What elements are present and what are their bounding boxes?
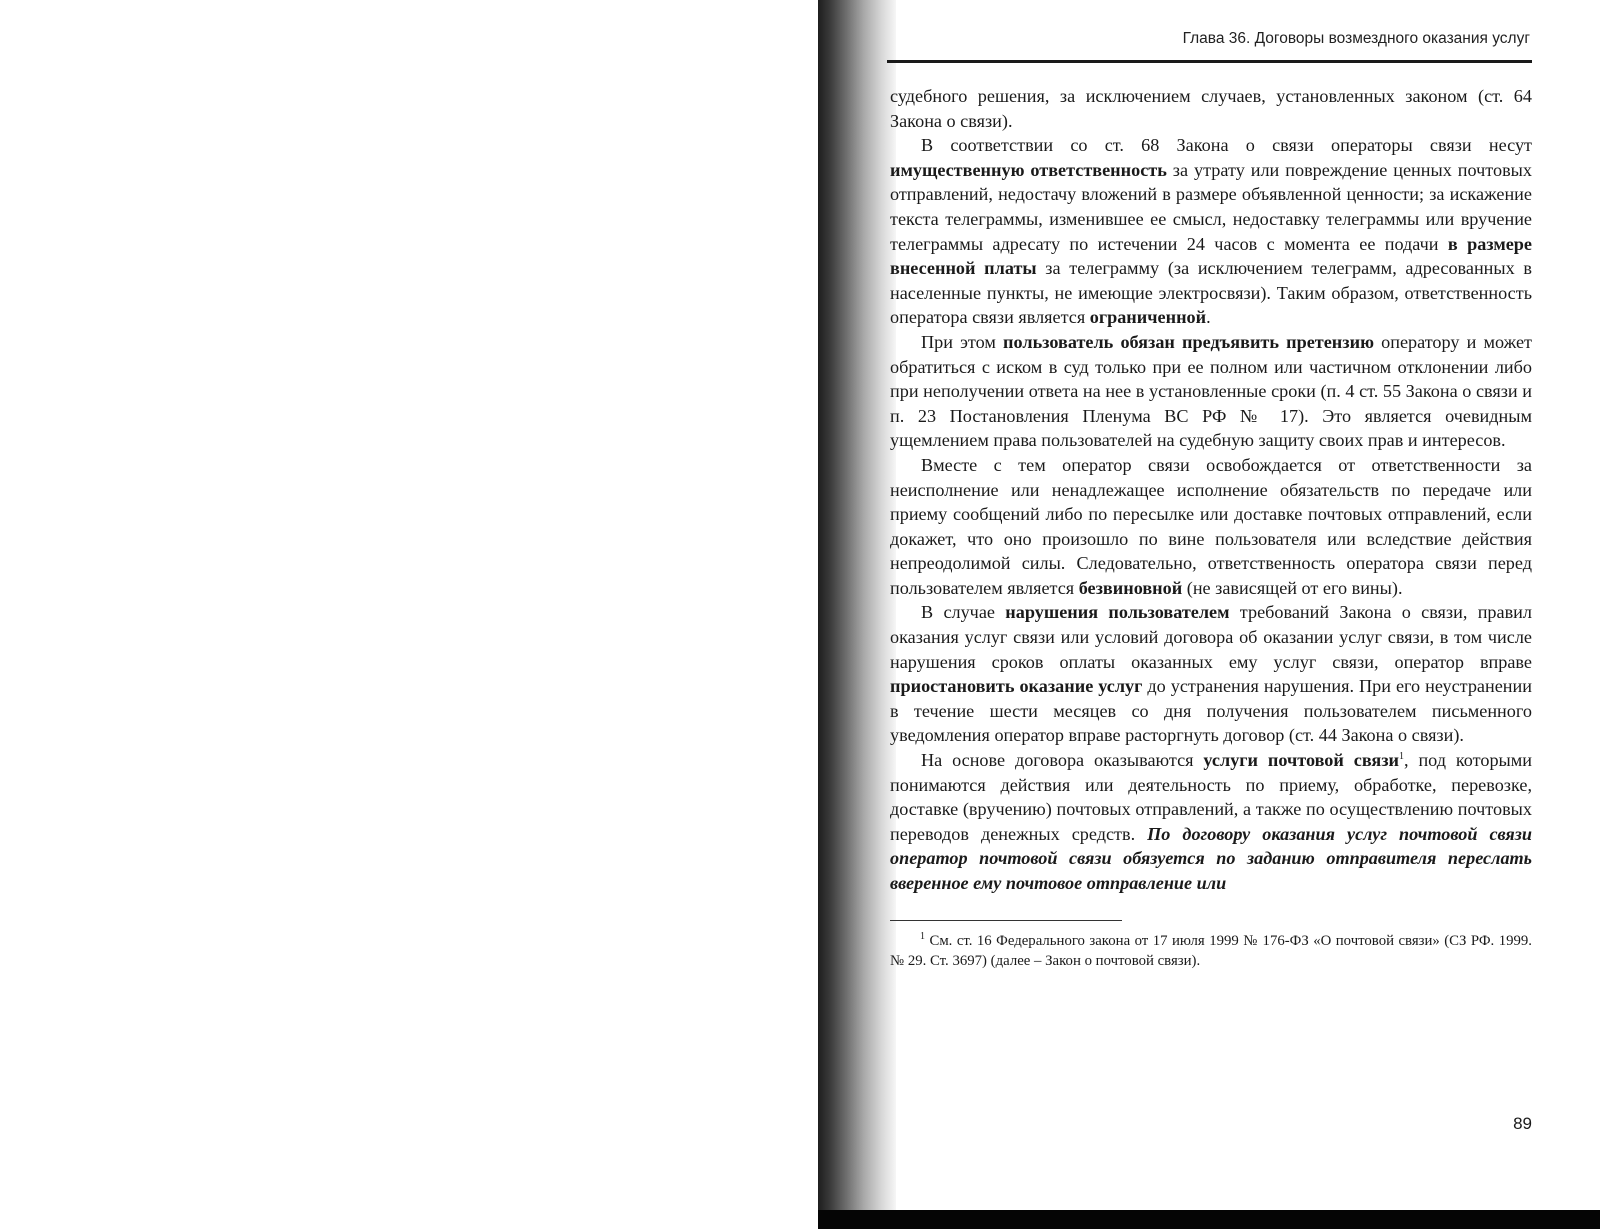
text-run: . bbox=[1206, 307, 1211, 328]
book-gutter-shadow bbox=[818, 0, 896, 1210]
footnote bbox=[890, 931, 1532, 971]
text-run: Вместе с тем оператор связи освобождается от ответственности за неисполнение или ненадлежащее исполнение обязательств по передаче или приему сообщений либо по пересылке или доставке почтовых отправлений, если докажет, что оно произошло по вине пользователя или вследствие действия непреодолимой силы. Следовательно, ответственность оператора связи перед пользователем является bbox=[890, 454, 1532, 598]
text-run: за утрату или повреждение ценных почтовых отправлений, недостачу вложений в размере объявленной ценности; за искажение текста телеграммы, изменившее ее смысл, недоставку телеграммы или вручение телеграммы адресату по истечении 24 часов с момента ее подачи bbox=[890, 159, 1532, 254]
text-run: (не зависящей от его вины). bbox=[1182, 577, 1403, 598]
text-run: до устранения нарушения. При его неустранении в течение шести месяцев со дня получения пользователем письменного уведомления оператор вправе расторгнуть договор (ст. 44 Закона о связи). bbox=[890, 676, 1532, 746]
text-run: судебного решения, за исключением случаев, установленных законом (ст. 64 Закона о связи). bbox=[890, 86, 1532, 131]
page-number: 89 bbox=[1513, 1114, 1532, 1133]
book-page bbox=[890, 28, 1533, 1133]
header-rule bbox=[887, 60, 1532, 63]
text-run: ограниченной bbox=[1089, 307, 1207, 328]
running-header: Глава 36. Договоры возмездного оказания услуг bbox=[1182, 30, 1530, 47]
text-run: за телеграмму (за исключением телеграмм, адресованных в населенные пункты, не имеющие электросвязи). Таким образом, ответственность оператора связи является bbox=[890, 258, 1532, 328]
paragraph bbox=[890, 84, 1532, 133]
text-run: безвиновной bbox=[1078, 577, 1183, 598]
footnote-rule bbox=[890, 920, 1122, 921]
text-run: При этом bbox=[921, 331, 1004, 352]
paragraph bbox=[890, 330, 1532, 453]
text-run: оператору и может обратиться с иском в суд только при ее полном или частичном отклонении либо при неполучении ответа на нее в установленные сроки (п. 4 ст. 55 Закона о связи и п. 23 Постановления Пленума ВС РФ № 17). Это является очевидным ущемлением права пользователей на судебную защиту своих прав и интересов. bbox=[890, 331, 1532, 451]
paragraph bbox=[890, 748, 1532, 896]
text-run: В случае bbox=[921, 602, 1006, 623]
footnote-ref: 1 bbox=[1399, 750, 1405, 762]
text-run: в размере внесенной платы bbox=[890, 233, 1532, 279]
paragraph bbox=[890, 133, 1532, 330]
text-run: На основе договора оказываются bbox=[921, 750, 1204, 771]
text-run: нарушения пользователем bbox=[1005, 602, 1230, 623]
text-run: В соответствии со ст. 68 Закона о связи операторы связи несут bbox=[921, 135, 1532, 156]
body-text bbox=[890, 84, 1532, 896]
text-run: приостановить оказание услуг bbox=[890, 676, 1143, 697]
text-run: услуги почтовой связи bbox=[1203, 750, 1400, 771]
text-run: По договору оказания услуг почтовой связи оператор почтовой связи обязуется по заданию отправителя переслать вверенное ему почтовое отправление или bbox=[890, 823, 1532, 893]
paragraph bbox=[890, 453, 1532, 601]
scan-bottom-edge bbox=[818, 1210, 1600, 1229]
footnote-text: См. ст. 16 Федерального закона от 17 июля 1999 № 176-ФЗ «О почтовой связи» (СЗ РФ. 1999. № 29. Ст. 3697) (далее – Закон о почтовой связи). bbox=[890, 932, 1532, 969]
text-run: , под которыми понимаются действия или деятельность по приему, обработке, перевозке, доставке (вручению) почтовых отправлений, а также по осуществлению почтовых переводов денежных средств. bbox=[890, 750, 1533, 844]
text-run: имущественную ответственность bbox=[890, 159, 1167, 180]
text-run: требований Закона о связи, правил оказания услуг связи или условий договора об оказании услуг связи, в том числе нарушения сроков оплаты оказанных ему услуг связи, оператор вправе bbox=[890, 602, 1532, 672]
text-run: пользователь обязан предъявить претензию bbox=[1003, 331, 1374, 352]
paragraph bbox=[890, 600, 1532, 748]
footnote-marker: 1 bbox=[920, 930, 925, 942]
